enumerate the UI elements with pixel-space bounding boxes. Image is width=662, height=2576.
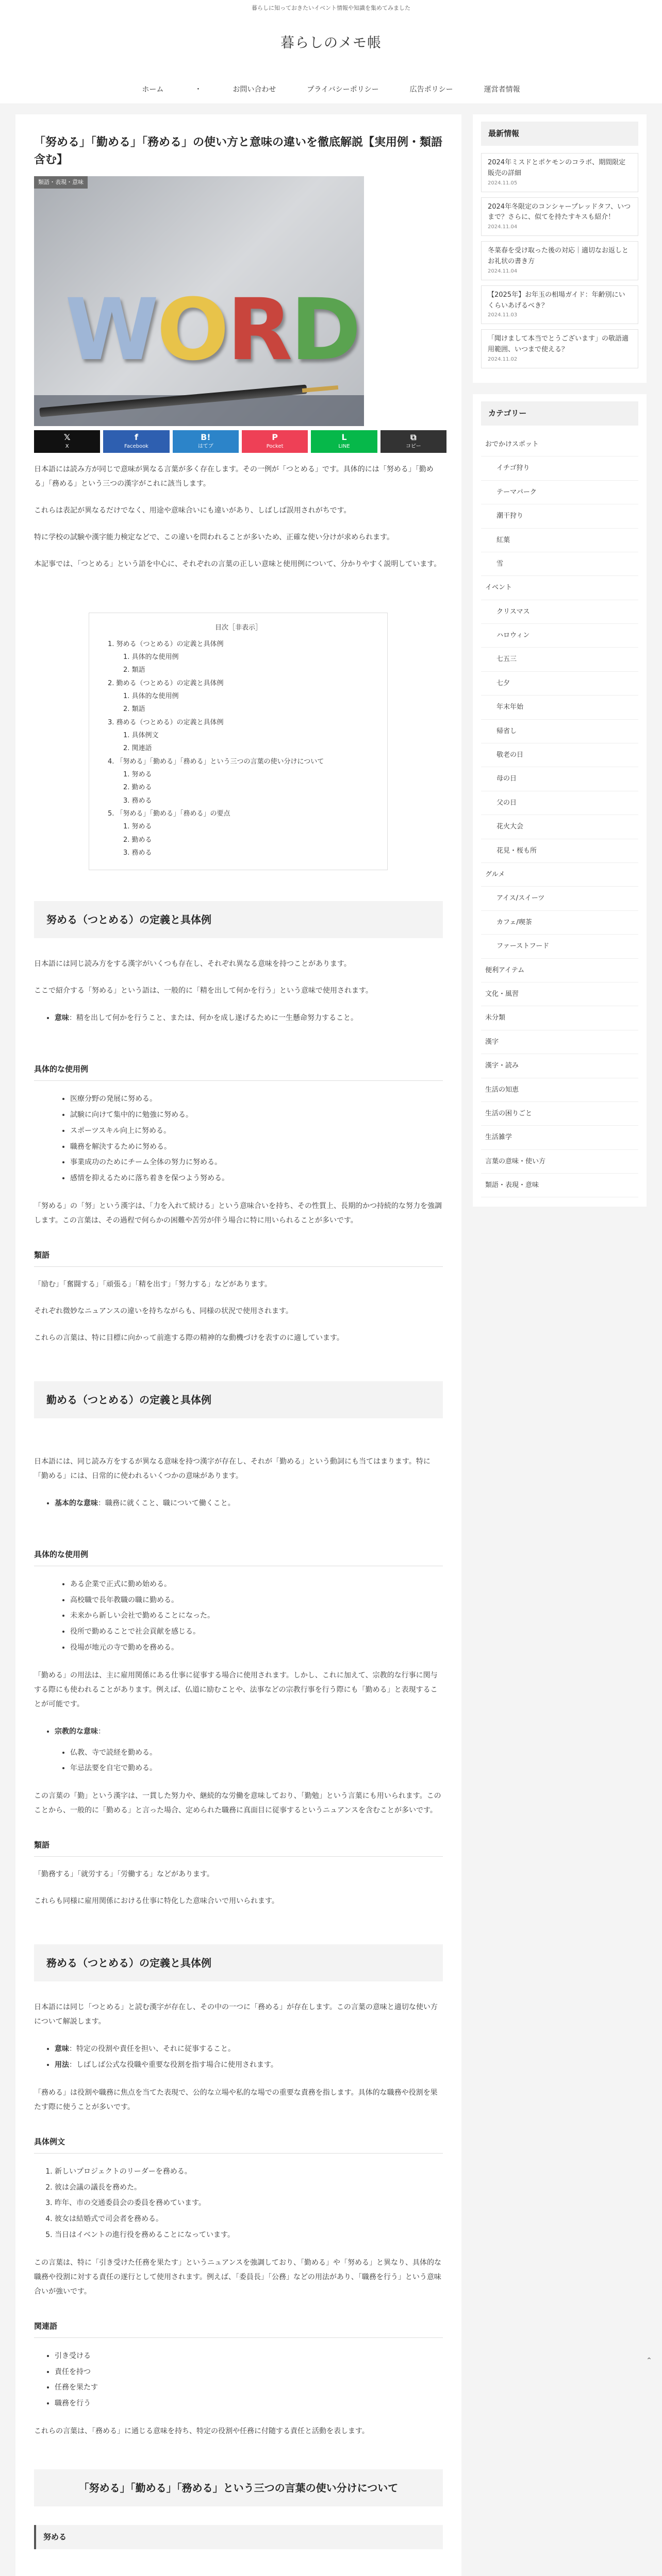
hatena-icon: B!: [201, 432, 211, 443]
pocket-icon: P: [272, 432, 278, 443]
list-item: • スポーツスキル向上に努める。: [70, 1123, 443, 1139]
category-badge[interactable]: 類語・表現・意味: [34, 176, 88, 189]
list-item: • 職務を解決するために努める。: [70, 1139, 443, 1155]
letter-w: W: [65, 280, 157, 380]
letter-o: O: [157, 280, 227, 380]
letter-r: R: [227, 280, 291, 380]
list-item: • 宗教的な意味：: [55, 1724, 443, 1740]
toc-item[interactable]: 5. 「努める」「勤める」「務める」の要点 1. 努める 2. 勤める 3. 務める: [116, 807, 373, 859]
section-heading: 「努める」「勤める」「務める」という三つの言葉の使い分けについて: [34, 2469, 443, 2506]
section-heading: 努める（つとめる）の定義と具体例: [34, 901, 443, 938]
section-heading: 務める（つとめる）の定義と具体例: [34, 1944, 443, 1981]
category-item[interactable]: 雪: [481, 552, 638, 576]
toc-subitem[interactable]: 2. 勤める: [131, 781, 373, 794]
paragraph: 「勤務する」「就労する」「労働する」などがあります。: [34, 1870, 214, 1879]
list-item: • 役所で勤めることで社会貢献を感じる。: [70, 1624, 443, 1640]
site-header: [0, 15, 662, 77]
toc-subitem[interactable]: 2. 勤める: [131, 834, 373, 846]
toc-subitem[interactable]: 2. 類語: [131, 664, 373, 676]
sub-bullet-list: [34, 1745, 443, 1777]
site-tagline: 暮らしに知っておきたいイベント情報や知識を集めてみました: [0, 0, 662, 15]
intro-paragraph: これらは表記が異なるだけでなく、用途や意味合いにも違いがあり、しばしば誤用されがちです。: [34, 506, 351, 515]
toc-item[interactable]: 2. 勤める（つとめる）の定義と具体例 1. 具体的な使用例 2. 類語: [116, 677, 373, 716]
category-item[interactable]: 潮干狩り: [481, 504, 638, 528]
new-post-item[interactable]: 【2025年】お年玉の相場ガイド：年齢別にいくらいあげるべき？ 2024.11.03: [481, 285, 638, 325]
new-posts-widget: [473, 114, 647, 383]
list-item: • 事業成功のためにチーム全体の努力に努める。: [70, 1155, 443, 1171]
category-list: [481, 433, 638, 1198]
subsection-heading: 努める: [34, 2525, 443, 2549]
paragraph: 「努める」の「努」という漢字は、「力を入れて続ける」という意味合いを持ち、その性質上、長期的かつ持続的な努力を強調します。この言葉は、その過程で何らかの困難や苦労が伴う場合に特に用いられることが多いです。: [34, 1201, 442, 1225]
paragraph: これらも同様に雇用関係における仕事に特化した意味合いで用いられます。: [34, 1897, 279, 1906]
list-item: 3. 昨年、市の交通委員会の委員を務めています。: [55, 2195, 443, 2211]
new-post-item[interactable]: 「聞けまして本当でとうございます」の敬語適用範囲、いつまで使える？ 2024.11.02: [481, 329, 638, 368]
toc-title[interactable]: 目次［非表示］: [214, 624, 262, 632]
list-item: • 職務を行う: [55, 2396, 443, 2412]
toc-item[interactable]: 4. 「努める」「勤める」「務める」という三つの言葉の使い分けについて 1. 努める 2. 勤める 3. 務める: [116, 755, 373, 807]
subsection-heading: 関連語: [34, 2319, 443, 2338]
list-item: 1. 新しいプロジェクトのリーダーを務める。: [55, 2164, 443, 2180]
subsection-heading: 具体的な使用例: [34, 1548, 443, 1566]
bullet-list: [34, 1010, 443, 1026]
list-item: • 仏教、寺で読経を勤める。: [70, 1745, 443, 1761]
category-item[interactable]: イチゴ狩り: [481, 456, 638, 480]
category-item[interactable]: 母の日: [481, 767, 638, 791]
category-item[interactable]: 七五三: [481, 648, 638, 671]
widget-heading: カテゴリー: [481, 401, 638, 426]
paragraph: 日本語には同じ読み方をする漢字がいくつも存在し、それぞれ異なる意味を持つことがあります。: [34, 960, 351, 969]
category-item[interactable]: カフェ/喫茶: [481, 911, 638, 935]
table-of-contents: [89, 613, 388, 870]
hero-image: [34, 176, 364, 426]
category-item[interactable]: 文化・風習: [481, 982, 638, 1006]
scroll-to-top-icon[interactable]: ⌃: [646, 2357, 652, 2365]
global-nav: [0, 77, 662, 104]
category-item[interactable]: クリスマス: [481, 600, 638, 624]
category-widget: [473, 394, 647, 1207]
paragraph: 「務める」は役割や職務に焦点を当てた表現で、公的な立場や私的な場での重要な責務を指します。具体的な職務や役割を果たす際に使うことが多いです。: [34, 2088, 438, 2111]
category-item[interactable]: 漢字・読み: [481, 1054, 638, 1078]
subsection-heading: 具体例文: [34, 2135, 443, 2154]
paragraph: この言葉は、特に「引き受けた任務を果たす」というニュアンスを強調しており、「勤める」や「努める」と異なり、具体的な職務や役割に対する責任の遂行として使用されます。例えば、「委員長」「公務」などの用法があり、「職務を行う」という意味合いが強いです。: [34, 2258, 442, 2296]
category-item[interactable]: アイス/スイーツ: [481, 887, 638, 910]
article-title: 「努める」「勤める」「務める」の使い方と意味の違いを徹底解説【実用例・類語含む】: [34, 136, 443, 167]
paragraph: これらの言葉は、特に目標に向かって前進する際の精神的な動機づけを表すのに適しています。: [34, 1333, 344, 1342]
toc-subitem[interactable]: 2. 関連語: [131, 742, 373, 755]
toc-subitem[interactable]: 3. 務める: [131, 846, 373, 859]
list-item: • 医療分野の発展に努める。: [70, 1091, 443, 1107]
list-item: • ある企業で正式に勤め始める。: [70, 1577, 443, 1592]
toc-subitem[interactable]: 1. 具体的な使用例: [131, 651, 373, 664]
list-item: • 責任を持つ: [55, 2364, 443, 2380]
category-item[interactable]: 父の日: [481, 791, 638, 815]
nav-home[interactable]: ホーム: [142, 86, 164, 94]
category-item[interactable]: テーマパーク: [481, 481, 638, 504]
toc-subitem[interactable]: 1. 努める: [131, 820, 373, 833]
category-item[interactable]: 七夕: [481, 672, 638, 696]
new-post-item[interactable]: 冬菜春を受け取った後の対応｜適切なお返しとお礼状の書き方 2024.11.04: [481, 241, 638, 280]
paragraph: 日本語には同じ「つとめる」と読む漢字が存在し、その中の一つに「務める」が存在します。この言葉の意味と適切な使い方について解説します。: [34, 2003, 438, 2026]
nav-separator: ・: [194, 86, 202, 94]
list-item: • 試験に向けて集中的に勉強に努める。: [70, 1107, 443, 1123]
share-x-button[interactable]: 𝕏 X: [34, 430, 100, 453]
paragraph: 「勤める」の用法は、主に雇用関係にある仕事に従事する場合に使用されます。しかし、これに加えて、宗教的な行事に関与する際にも使われることがあります。例えば、仏道に励むことや、法事などの宗教行事を行う際にも「勤める」と表現することが可能です。: [34, 1671, 438, 1708]
article: [15, 114, 461, 2576]
widget-heading: 最新情報: [481, 122, 638, 146]
list-item: • 意味：特定の役割や責任を担い、それに従事すること。: [55, 2041, 443, 2057]
category-item[interactable]: 紅葉: [481, 529, 638, 552]
toc-subitem[interactable]: 1. 具体的な使用例: [131, 690, 373, 703]
category-item[interactable]: 生活雑学: [481, 1126, 638, 1149]
list-item: • 感情を抑えるために落ち着きを保つよう努める。: [70, 1171, 443, 1187]
list-item: • 意味：精を出して何かを行うこと、または、何かを成し遂げるために一生懸命努力すること。: [55, 1010, 443, 1026]
subsection-heading: 類語: [34, 1838, 443, 1857]
list-item: • 高校職で長年教職の職に勤める。: [70, 1592, 443, 1608]
nav-ad-policy[interactable]: 広告ポリシー: [409, 86, 453, 94]
list-item: • 引き受ける: [55, 2348, 443, 2364]
paragraph: ここで紹介する「努める」という語は、一般的に「精を出して何かを行う」という意味で使用されます。: [34, 987, 373, 995]
category-item[interactable]: 漢字: [481, 1030, 638, 1054]
related-list: [34, 2348, 443, 2412]
example-list: [34, 1577, 443, 1656]
bullet-list: [34, 2041, 443, 2073]
sidebar: [473, 114, 647, 2576]
list-item: • 基本的な意味：職務に就くこと、職について働くこと。: [55, 1496, 443, 1512]
list-item: 5. 当日はイベントの進行役を務めることになっています。: [55, 2227, 443, 2243]
share-facebook-button[interactable]: f Facebook: [103, 430, 169, 453]
new-post-item[interactable]: 2024年冬限定のコンシャープレッドタフ、いつまで？さらに、似てを持たすキスも紹介！ 2024.11.04: [481, 197, 638, 236]
new-post-item[interactable]: 2024年ミスドとポケモンのコラボ、期間限定販売の詳細 2024.11.05: [481, 153, 638, 192]
list-item: 4. 彼女は結婚式で司会者を務める。: [55, 2211, 443, 2227]
site-title[interactable]: 暮らしのメモ帳: [280, 35, 382, 51]
category-item[interactable]: 帰省し: [481, 720, 638, 743]
category-item[interactable]: ファーストフード: [481, 935, 638, 958]
toc-subitem[interactable]: 1. 具体例文: [131, 729, 373, 742]
subsection-heading: 具体的な使用例: [34, 1062, 443, 1081]
category-item[interactable]: 花火大会: [481, 815, 638, 839]
category-item[interactable]: ハロウィン: [481, 624, 638, 648]
paragraph: 日本語には、同じ読み方をするが異なる意味を持つ漢字が存在し、それが「勤める」という動詞にも当てはまります。特に「勤める」には、日常的に使われるいくつかの意味があります。: [34, 1457, 431, 1480]
share-hatena-button[interactable]: B! はてブ: [173, 430, 239, 453]
share-buttons: [34, 430, 446, 453]
category-item[interactable]: 便利アイテム: [481, 959, 638, 982]
nav-privacy[interactable]: プライバシーポリシー: [307, 86, 379, 94]
paragraph: 「励む」「奮闘する」「頑張る」「精を出す」「努力する」などがあります。: [34, 1280, 272, 1289]
share-copy-button[interactable]: ⧉ コピー: [380, 430, 446, 453]
list-item: 2. 彼は会議の議長を務めた。: [55, 2180, 443, 2196]
line-icon: L: [341, 432, 347, 443]
category-item[interactable]: 生活の知恵: [481, 1078, 638, 1102]
paragraph: これらの言葉は、「務める」に通じる意味を持ち、特定の役割や任務に付随する責任と活動を表します。: [34, 2427, 369, 2435]
example-list: [34, 1091, 443, 1187]
section-heading: 勤める（つとめる）の定義と具体例: [34, 1381, 443, 1418]
paragraph: それぞれ微妙なニュアンスの違いを持ちながらも、同様の状況で使用されます。: [34, 1307, 293, 1315]
bullet-list: [34, 1496, 443, 1512]
example-list: [34, 2164, 443, 2243]
category-item[interactable]: イベント: [481, 576, 638, 600]
toc-subitem[interactable]: 3. 務める: [131, 794, 373, 807]
list-item: • 任務を果たす: [55, 2380, 443, 2396]
hero-word-letters: [65, 253, 359, 406]
intro-paragraph: 本記事では、「つとめる」という語を中心に、それぞれの言葉の正しい意味と使用例について、分かりやすく説明しています。: [34, 560, 441, 569]
category-item[interactable]: 類語・表現・意味: [481, 1174, 638, 1197]
x-icon: 𝕏: [63, 432, 71, 443]
category-item[interactable]: 花見・桜も所: [481, 839, 638, 863]
list-item: • 未来から新しい会社で勤めることになった。: [70, 1608, 443, 1624]
paragraph: この言葉の「勤」という漢字は、一貫した努力や、継続的な労働を意味しており、「勤勉」という言葉にも用いられます。このことから、一般的に「勤める」と言った場合、定められた職務に真面目に従事するというニュアンスを含むことが多いです。: [34, 1792, 441, 1815]
toc-subitem[interactable]: 1. 努める: [131, 768, 373, 781]
category-item[interactable]: 言葉の意味・使い方: [481, 1150, 638, 1174]
category-item[interactable]: 未分類: [481, 1006, 638, 1030]
list-item: • 用法：しばしば公式な役職や重要な役割を指す場合に使用されます。: [55, 2057, 443, 2073]
share-pocket-button[interactable]: P Pocket: [242, 430, 308, 453]
nav-contact[interactable]: お問い合わせ: [233, 86, 276, 94]
category-item[interactable]: おでかけスポット: [481, 433, 638, 456]
toc-subitem[interactable]: 2. 類語: [131, 703, 373, 716]
share-line-button[interactable]: L LINE: [311, 430, 377, 453]
intro-paragraph: 日本語には読み方が同じで意味が異なる言葉が多く存在します。その一例が「つとめる」です。具体的には「努める」「勤める」「務める」という三つの漢字がこれに該当します。: [34, 465, 434, 488]
bullet-list: [34, 1724, 443, 1740]
list-item: • 役場が地元の寺で勤めを務める。: [70, 1640, 443, 1656]
toc-item[interactable]: 3. 務める（つとめる）の定義と具体例 1. 具体例文 2. 関連語: [116, 716, 373, 755]
category-item[interactable]: 敬老の日: [481, 743, 638, 767]
toc-item[interactable]: 1. 努める（つとめる）の定義と具体例 1. 具体的な使用例 2. 類語: [116, 638, 373, 677]
subsection-heading: 類語: [34, 1248, 443, 1267]
facebook-icon: f: [135, 432, 138, 443]
category-item[interactable]: 年末年始: [481, 696, 638, 719]
category-item[interactable]: グルメ: [481, 863, 638, 887]
category-item[interactable]: 生活の困りごと: [481, 1102, 638, 1126]
letter-d: D: [290, 280, 359, 380]
copy-icon: ⧉: [410, 432, 417, 443]
intro-paragraph: 特に学校の試験や漢字能力検定などで、この違いを問われることが多いため、正確な使い分けが求められます。: [34, 533, 394, 542]
nav-operator[interactable]: 運営者情報: [484, 86, 520, 94]
list-item: • 年忌法要を自宅で勤める。: [70, 1760, 443, 1776]
